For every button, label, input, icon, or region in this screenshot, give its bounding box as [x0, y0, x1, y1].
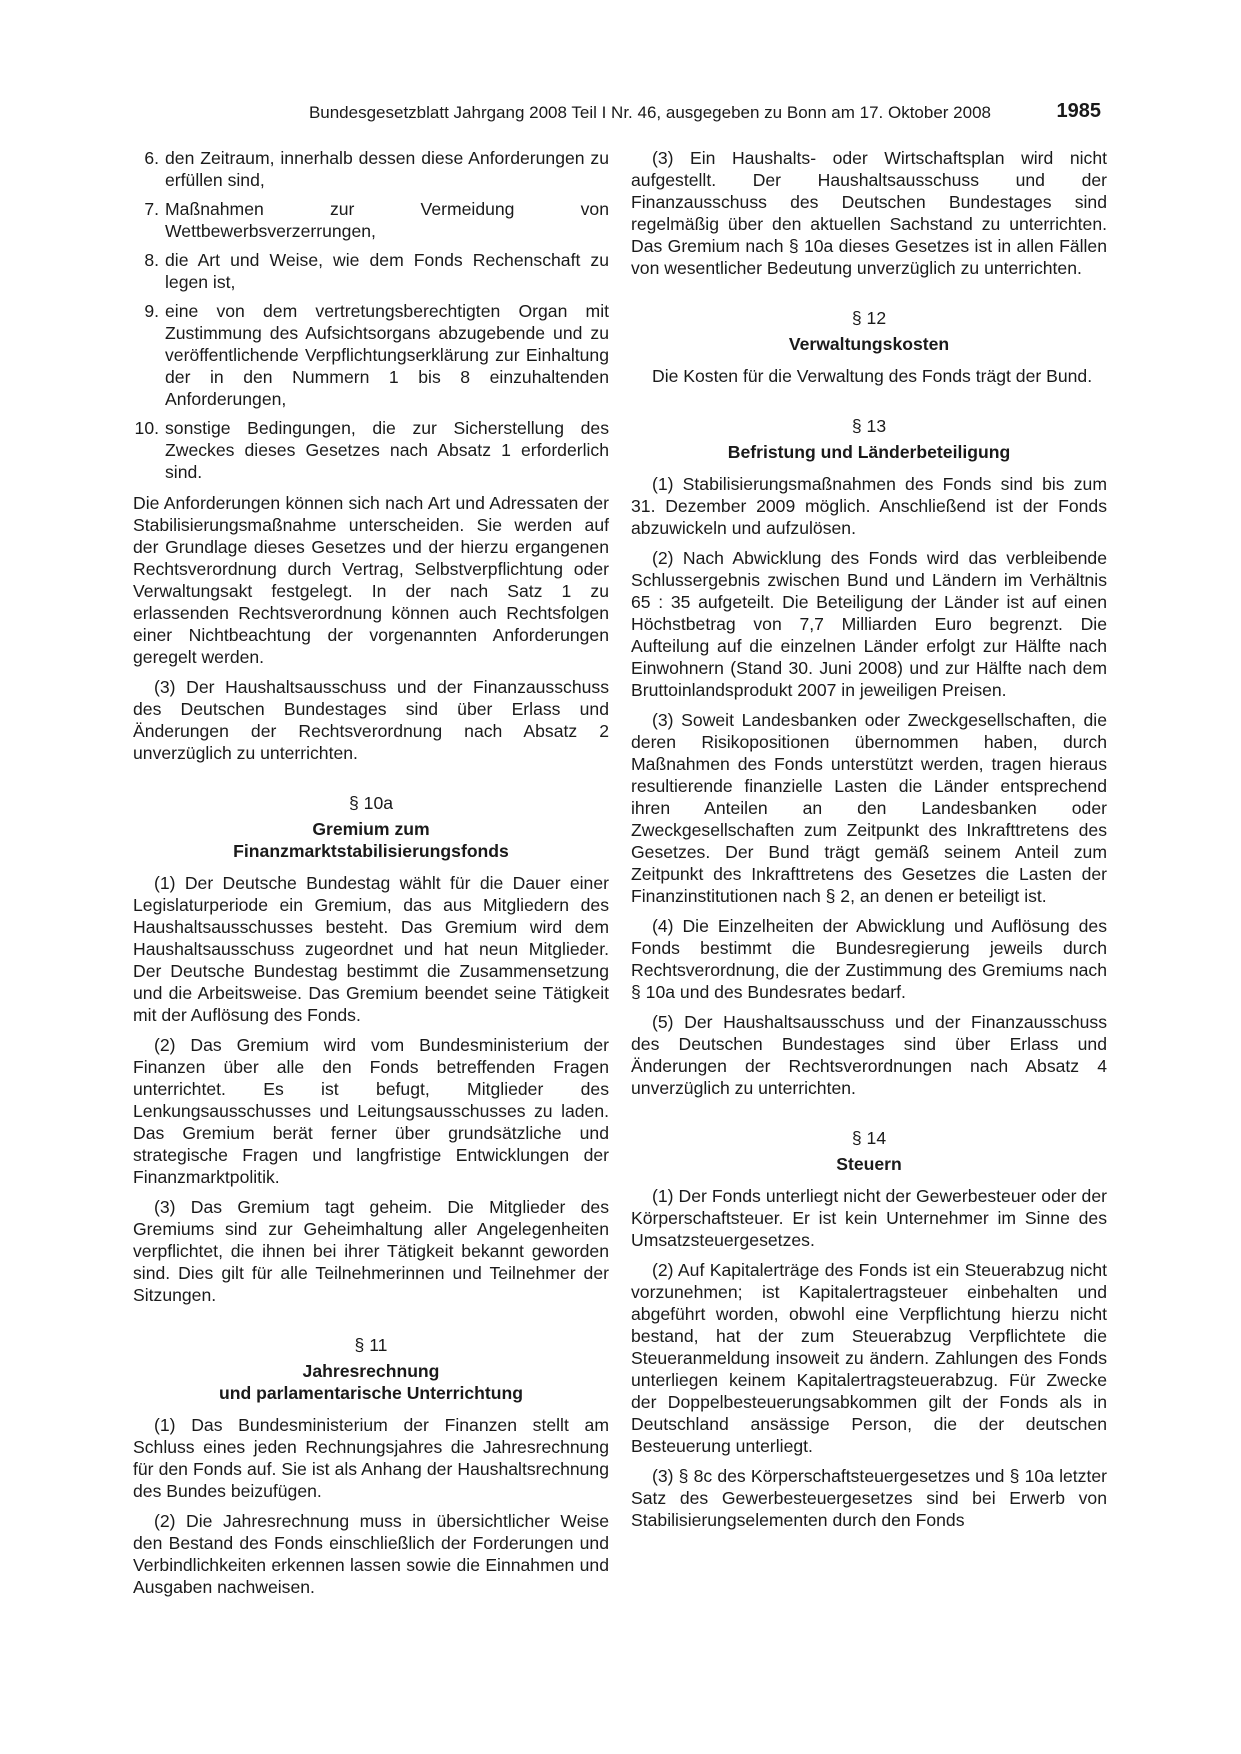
paragraph: (1) Der Deutsche Bundestag wählt für die Dauer einer Legislaturperiode ein Gremium, das aus Mitgliedern des Haushaltsausschusses besteht. Das Gremium wird dem Haushaltsausschuss zugeordnet und hat neun Mitglieder. Der Deutsche Bundestag bestimmt die Zusammensetzung und die Arbeitsweise. Das Gremium beendet seine Tätigkeit mit der Auflösung des Fonds.	[133, 873, 609, 1025]
list-item-number: 8.	[144, 250, 159, 270]
paragraph: (2) Die Jahresrechnung muss in übersichtlicher Weise den Bestand des Fonds einschließlich der Forderungen und Verbindlichkeiten erkennen lassen sowie die Einnahmen und Ausgaben nachweisen.	[133, 1511, 609, 1597]
list-item-text: eine von dem vertretungsberechtigten Organ mit Zustimmung des Aufsichtsorgans abzugebende und zu veröffentlichende Verpflichtungserklärung zur Einhaltung der in den Nummern 1 bis 8 einzuhaltenden Anforderungen,	[165, 301, 609, 409]
list-item-number: 9.	[144, 301, 159, 321]
heading-line: Finanzmarktstabilisierungsfonds	[233, 841, 509, 861]
paragraph: (2) Das Gremium wird vom Bundesministerium der Finanzen über alle den Fonds betreffenden Fragen unterrichtet. Es ist befugt, Mitglieder des Lenkungsausschusses und Leitungsausschusses zu laden. Das Gremium berät ferner über grundsätzliche und strategische Fragen und langfristige Entwicklungen der Finanzmarktpolitik.	[133, 1035, 609, 1187]
section-heading-12: Verwaltungskosten	[788, 334, 950, 354]
right-column	[631, 147, 1107, 1539]
paragraph: (3) Soweit Landesbanken oder Zweckgesellschaften, die deren Risikopositionen übernommen haben, durch Maßnahmen des Fonds unterstützt werden, tragen hieraus resultierende finanzielle Lasten die Länder entsprechend ihren Anteilen an den Landesbanken oder Zweckgesellschaften zum Zeitpunkt des Inkrafttretens des Gesetzes. Der Bund trägt gemäß seinem Anteil zum Zeitpunkt des Inkrafttretens des Gesetzes die Lasten der Finanzinstitutionen nach § 2, an denen er beteiligt ist.	[631, 710, 1107, 906]
paragraph: (2) Nach Abwicklung des Fonds wird das verbleibende Schlussergebnis zwischen Bund und Ländern im Verhältnis 65 : 35 aufgeteilt. Die Beteiligung der Länder ist auf einen Höchstbetrag von 7,7 Milliarden Euro begrenzt. Die Aufteilung auf die einzelnen Länder erfolgt zur Hälfte nach Einwohnern (Stand 30. Juni 2008) und zur Hälfte nach dem Bruttoinlandsprodukt 2007 in jeweiligen Preisen.	[631, 548, 1107, 700]
section-number-11: § 11	[354, 1335, 388, 1355]
list-item-text: Maßnahmen zur Vermeidung von Wettbewerbsverzerrungen,	[165, 199, 609, 241]
section-number-12: § 12	[851, 308, 887, 328]
paragraph: (5) Der Haushaltsausschuss und der Finanzausschuss des Deutschen Bundestages sind über Erlass und Änderungen der Rechtsverordnungen nach Absatz 4 unverzüglich zu unterrichten.	[631, 1012, 1107, 1098]
page-header	[246, 100, 1101, 130]
paragraph: (1) Das Bundesministerium der Finanzen stellt am Schluss eines jeden Rechnungsjahres die Jahresrechnung für den Fonds auf. Sie ist als Anhang der Haushaltsrechnung des Bundes beizufügen.	[133, 1415, 609, 1501]
list-item	[133, 249, 609, 293]
paragraph: (3) § 8c des Körperschaftsteuergesetzes und § 10a letzter Satz des Gewerbesteuergesetzes sind bei Erwerb von Stabilisierungselementen durch den Fonds	[631, 1466, 1107, 1530]
heading-line: Gremium zum	[312, 819, 430, 839]
paragraph-anforderungen: Die Anforderungen können sich nach Art und Adressaten der Stabilisierungsmaßnahme unterscheiden. Sie werden auf der Grundlage dieses Gesetzes und der hierzu ergangenen Rechtsverordnung durch Vertrag, Selbstverpflichtung oder Verwaltungsakt festgelegt. In der nach Satz 1 zu erlassenden Rechtsverordnung können auch Rechtsfolgen einer Nichtbeachtung der vorgenannten Anforderungen geregelt werden.	[133, 493, 609, 667]
list-item	[133, 147, 609, 191]
paragraph: (4) Die Einzelheiten der Abwicklung und Auflösung des Fonds bestimmt die Bundesregierung jeweils durch Rechtsverordnung, die der Zustimmung des Gremiums nach § 10a und des Bundesrates bedarf.	[631, 916, 1107, 1002]
section-heading-11	[133, 1360, 609, 1404]
paragraph: (2) Auf Kapitalerträge des Fonds ist ein Steuerabzug nicht vorzunehmen; ist Kapitalertragsteuer einbehalten und abgeführt worden, obwohl eine Verpflichtung hierzu nicht bestand, hat der zum Steuerabzug Verpflichtete die Steueranmeldung insoweit zu ändern. Zahlungen des Fonds unterliegen keinem Kapitalertragsteuerabzug. Für Zwecke der Doppelbesteuerungsabkommen gilt der Fonds als in Deutschland ansässige Person, die der deutschen Besteuerung unterliegt.	[631, 1260, 1107, 1456]
section-heading-10a	[133, 818, 609, 862]
list-item	[133, 198, 609, 242]
list-item-number: 7.	[144, 199, 159, 219]
list-item-text: sonstige Bedingungen, die zur Sicherstellung des Zweckes dieses Gesetzes nach Absatz 1 erforderlich sind.	[165, 418, 609, 482]
list-item-number: 6.	[144, 148, 159, 168]
paragraph: Die Kosten für die Verwaltung des Fonds trägt der Bund.	[652, 366, 1093, 386]
list-item-text: die Art und Weise, wie dem Fonds Rechenschaft zu legen ist,	[165, 250, 609, 292]
paragraph: (3) Das Gremium tagt geheim. Die Mitglieder des Gremiums sind zur Geheimhaltung aller Angelegenheiten verpflichtet, die ihnen bei ihrer Tätigkeit bekannt geworden sind. Dies gilt für alle Teilnehmerinnen und Teilnehmer der Sitzungen.	[133, 1197, 609, 1305]
page-number: 1985	[1056, 100, 1101, 122]
section-number-10a: § 10a	[348, 793, 394, 813]
left-column	[133, 147, 609, 1606]
list-item	[133, 300, 609, 410]
paragraph: (1) Stabilisierungsmaßnahmen des Fonds sind bis zum 31. Dezember 2009 möglich. Anschließend ist der Fonds abzuwickeln und aufzulösen.	[631, 474, 1107, 538]
heading-line: und parlamentarische Unterrichtung	[218, 1383, 524, 1403]
requirements-list	[133, 147, 609, 483]
paragraph-absatz-3: (3) Ein Haushalts- oder Wirtschaftsplan wird nicht aufgestellt. Der Haushaltsausschuss und der Finanzausschuss des Deutschen Bundestages sind regelmäßig über den aktuellen Sachstand zu unterrichten. Das Gremium nach § 10a dieses Gesetzes ist in allen Fällen von wesentlicher Bedeutung unverzüglich zu unterrichten.	[631, 148, 1107, 278]
heading-line: Jahresrechnung	[302, 1361, 440, 1381]
list-item-text: den Zeitraum, innerhalb dessen diese Anforderungen zu erfüllen sind,	[165, 148, 609, 190]
section-heading-13: Befristung und Länderbeteiligung	[727, 442, 1011, 462]
running-header: Bundesgesetzblatt Jahrgang 2008 Teil I Nr. 46, ausgegeben zu Bonn am 17. Oktober 2008	[308, 103, 991, 122]
section-number-14: § 14	[851, 1128, 887, 1148]
list-item	[133, 417, 609, 483]
section-number-13: § 13	[851, 416, 887, 436]
paragraph: (1) Der Fonds unterliegt nicht der Gewerbesteuer oder der Körperschaftsteuer. Er ist kein Unternehmer im Sinne des Umsatzsteuergesetzes.	[631, 1186, 1107, 1250]
paragraph-absatz-3: (3) Der Haushaltsausschuss und der Finanzausschuss des Deutschen Bundestages sind über Erlass und Änderungen der Rechtsverordnung nach Absatz 2 unverzüglich zu unterrichten.	[133, 677, 609, 763]
list-item-number: 10.	[134, 418, 159, 438]
section-heading-14: Steuern	[836, 1154, 902, 1174]
